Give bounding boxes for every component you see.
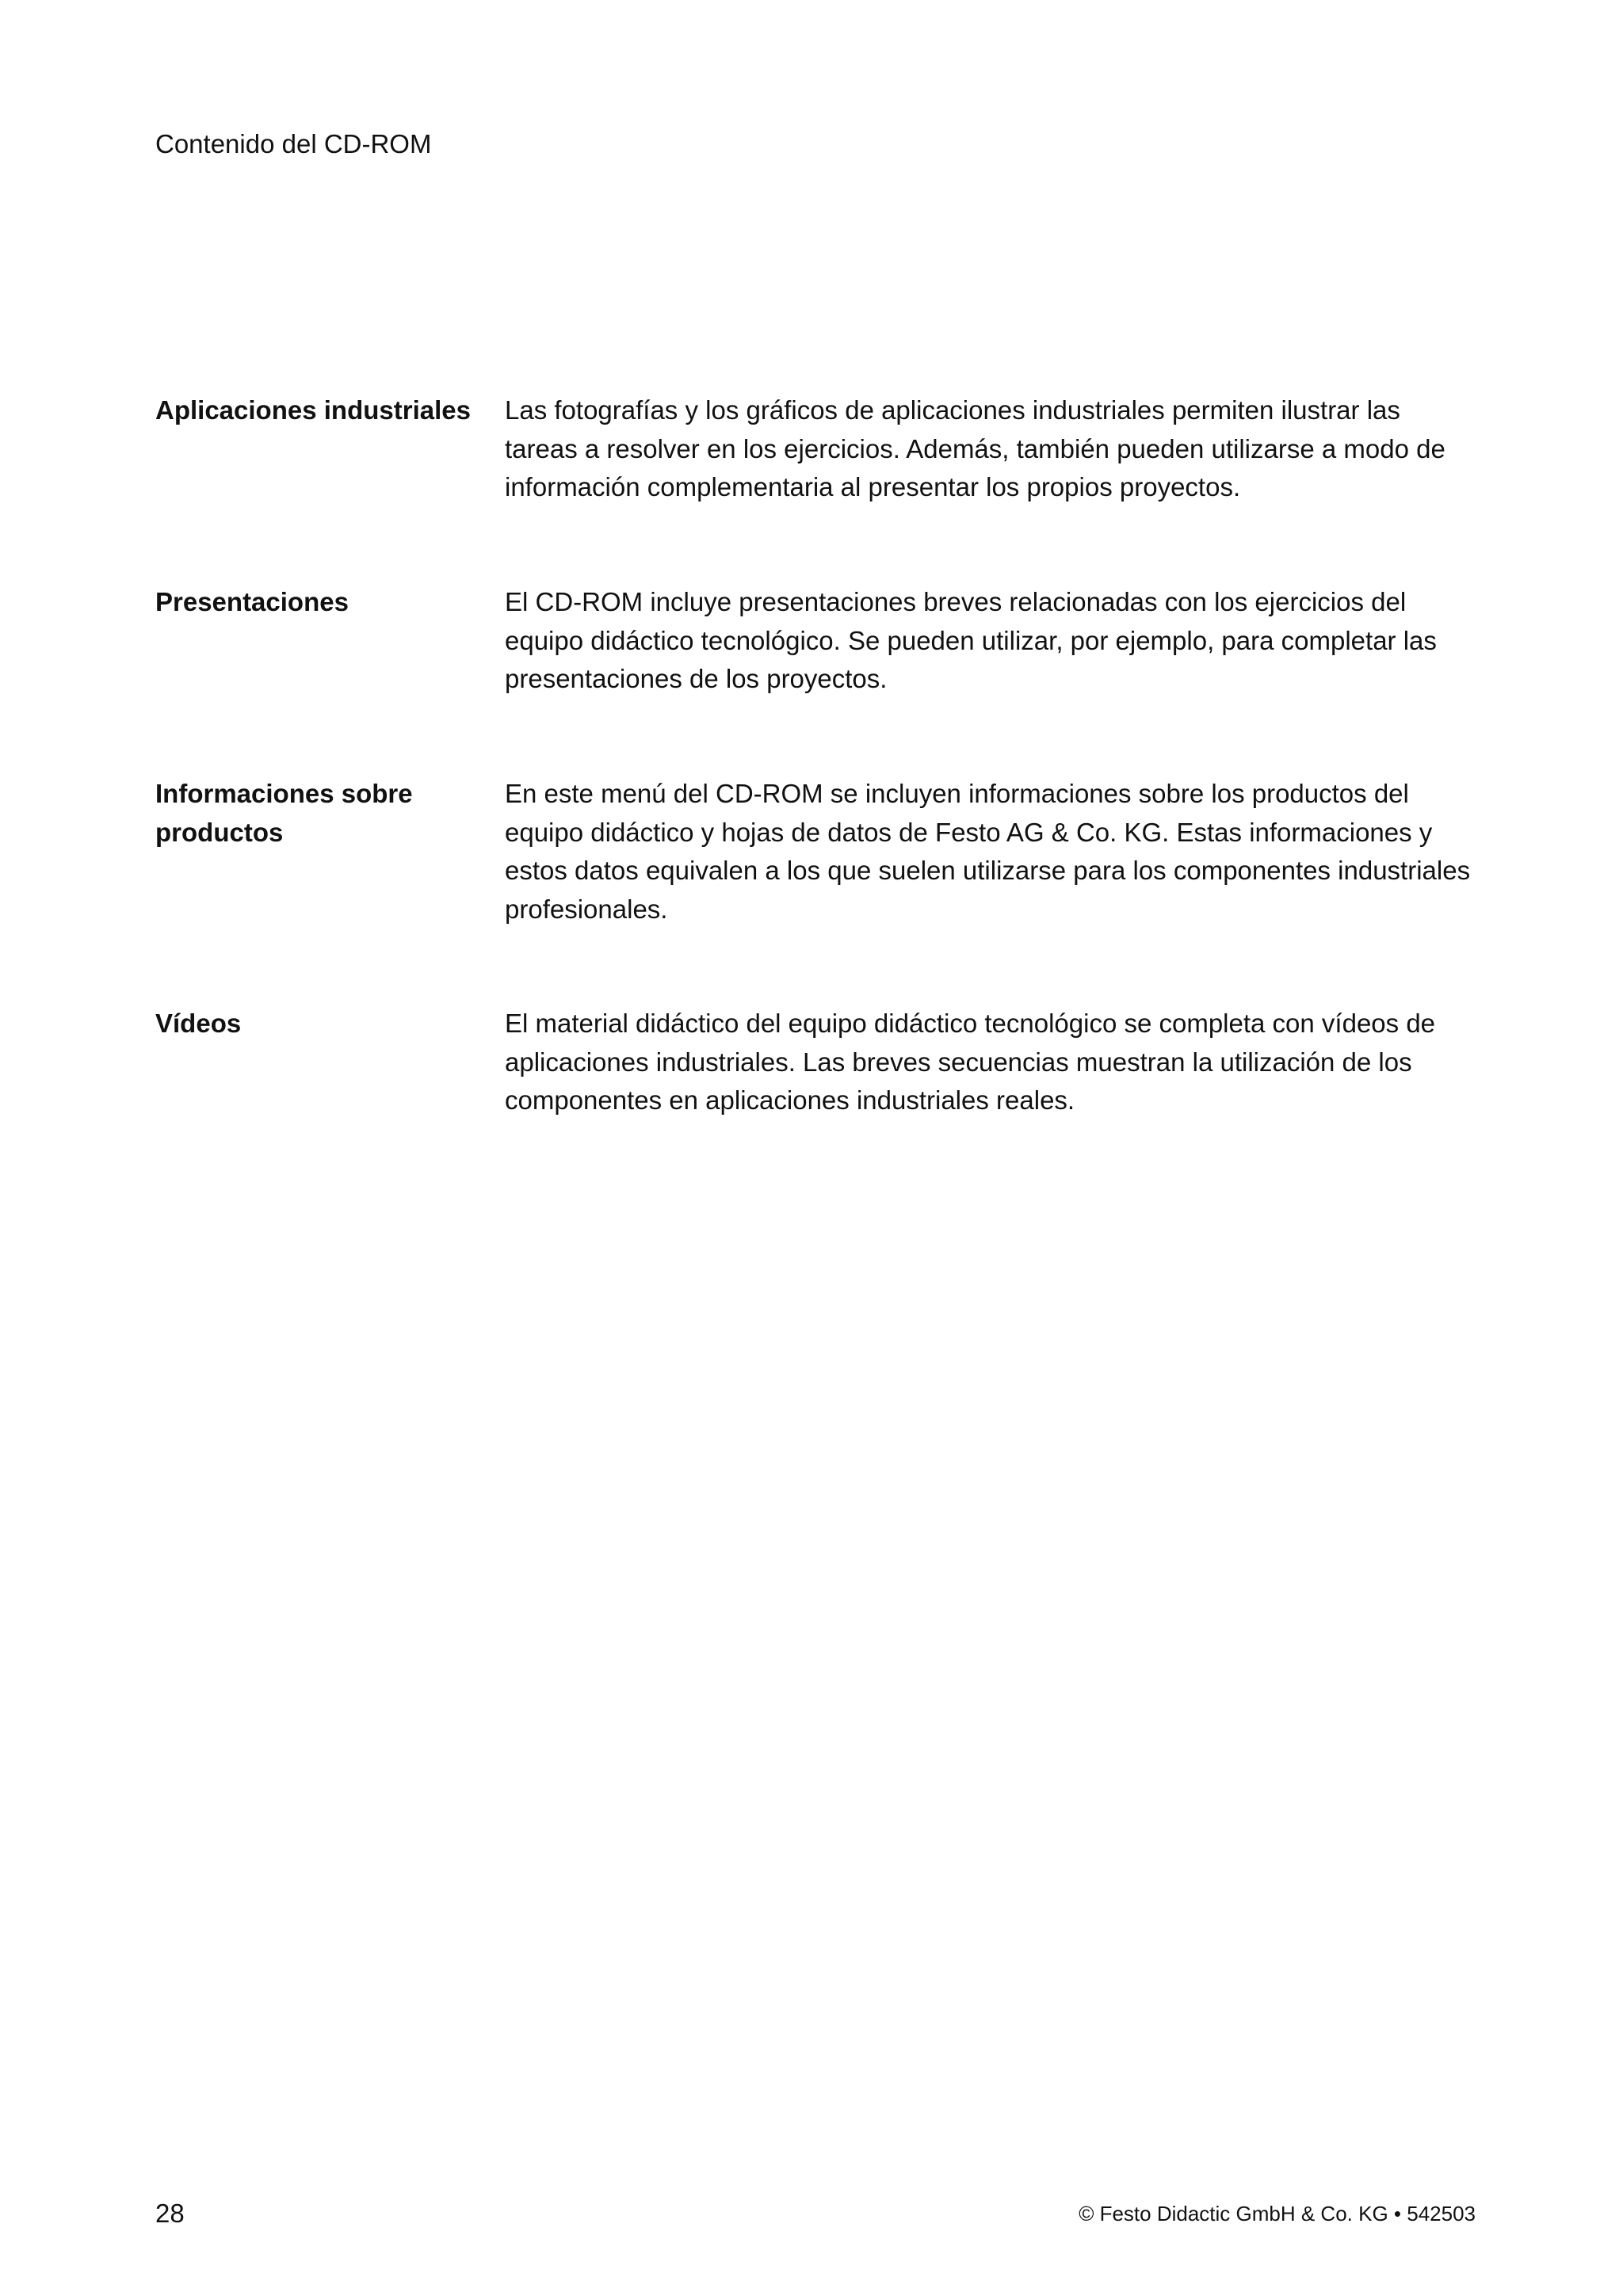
page-number: 28 — [155, 2199, 185, 2228]
section-body: Las fotografías y los gráficos de aplicaciones industriales permiten ilustrar las tareas a resolver en los ejercicios. Además, también pueden utilizarse a modo de información complementaria al presentar los propios proyectos. — [505, 395, 1445, 502]
section-body: En este menú del CD-ROM se incluyen informaciones sobre los productos del equipo didáctico y hojas de datos de Festo AG & Co. KG. Estas informaciones y estos datos equivalen a los que suelen utilizarse para los componentes industriales profesionales. — [505, 779, 1471, 924]
section-body: El material didáctico del equipo didáctico tecnológico se completa con vídeos de aplicaciones industriales. Las breves secuencias muestran la utilización de los componentes en aplicaciones industriales reales. — [505, 1009, 1436, 1115]
page-header-title: Contenido del CD-ROM — [155, 129, 432, 158]
section-label: Presentaciones — [155, 587, 349, 616]
section-body: El CD-ROM incluye presentaciones breves relacionadas con los ejercicios del equipo didáctico tecnológico. Se pueden utilizar, por ejemplo, para completar las presentaciones de los proyectos. — [505, 587, 1437, 693]
section-label: Vídeos — [155, 1009, 242, 1038]
footer-copyright: © Festo Didactic GmbH & Co. KG • 542503 — [1079, 2202, 1476, 2225]
section-label: Aplicaciones industriales — [155, 395, 471, 425]
section-label: Informaciones sobre productos — [155, 779, 413, 847]
